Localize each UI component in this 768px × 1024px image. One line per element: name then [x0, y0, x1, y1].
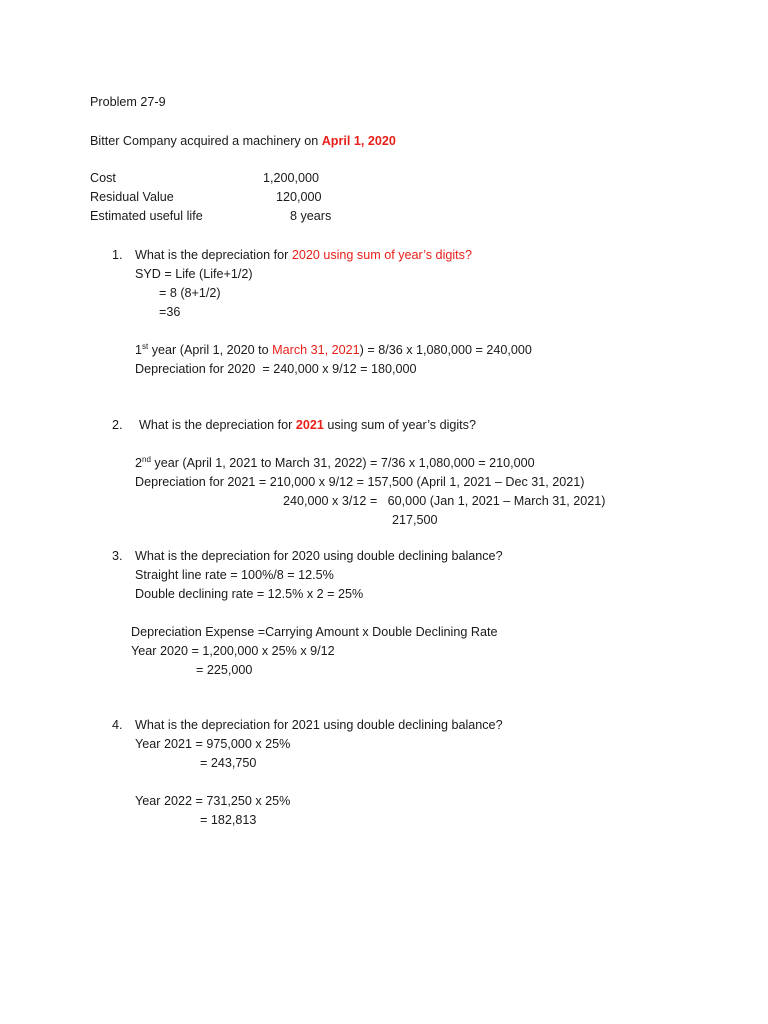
q4-number: 4.	[112, 718, 123, 732]
q2-question-highlight: 2021	[295, 418, 324, 432]
q2-prior-portion: 240,000 x 3/12 = 60,000 (Jan 1, 2021 – March 31, 2021)	[283, 494, 606, 508]
fact-residual-value: 120,000	[276, 190, 322, 204]
q3-year-2020-calc: Year 2020 = 1,200,000 x 25% x 9/12	[131, 644, 335, 658]
q1-year-sup: st	[142, 341, 149, 351]
q3-expense-formula: Depreciation Expense =Carrying Amount x Double Declining Rate	[131, 625, 498, 639]
q2-question-text: What is the depreciation for	[139, 418, 296, 432]
q1-year-highlight: March 31, 2021	[272, 343, 360, 357]
q3-number: 3.	[112, 549, 123, 563]
q2-question-tail: using sum of year’s digits?	[323, 418, 476, 432]
q2-second-year-line	[135, 455, 535, 471]
intro-date: April 1, 2020	[321, 134, 396, 148]
q1-depreciation: Depreciation for 2020 = 240,000 x 9/12 = 180,000	[135, 362, 417, 376]
q3-question: What is the depreciation for 2020 using double declining balance?	[135, 549, 503, 563]
q1-question-highlight: 2020 using sum of year’s digits?	[291, 248, 472, 262]
fact-life-value: 8 years	[290, 209, 332, 223]
q1-question	[135, 247, 472, 263]
q1-first-year-line	[135, 342, 532, 358]
q2-question	[139, 417, 476, 433]
q2-depreciation: Depreciation for 2021 = 210,000 x 9/12 = 157,500 (April 1, 2021 – Dec 31, 2021)	[135, 475, 585, 489]
page-title: Problem 27-9	[90, 95, 166, 109]
q2-year-sup: nd	[142, 454, 151, 464]
q1-year-text: year (April 1, 2020 to	[148, 343, 273, 357]
q2-year-text: year (April 1, 2021 to March 31, 2022) = 7/36 x 1,080,000 = 210,000	[150, 456, 535, 470]
q4-question: What is the depreciation for 2021 using double declining balance?	[135, 718, 503, 732]
q2-number: 2.	[112, 418, 123, 432]
q4-year-2021-result: = 243,750	[200, 756, 257, 770]
q2-year-num: 2	[135, 456, 143, 470]
q1-syd-substitution: = 8 (8+1/2)	[159, 286, 221, 300]
fact-residual-label: Residual Value	[90, 190, 174, 204]
fact-cost-label: Cost	[90, 171, 116, 185]
q3-year-2020-result: = 225,000	[196, 663, 253, 677]
q4-year-2022-result: = 182,813	[200, 813, 257, 827]
q1-number: 1.	[112, 248, 123, 262]
q1-syd-formula: SYD = Life (Life+1/2)	[135, 267, 253, 281]
fact-cost-value: 1,200,000	[263, 171, 320, 185]
q4-year-2021-calc: Year 2021 = 975,000 x 25%	[135, 737, 291, 751]
q3-double-declining-rate: Double declining rate = 12.5% x 2 = 25%	[135, 587, 364, 601]
intro-line	[90, 133, 396, 149]
q1-question-text: What is the depreciation for	[135, 248, 292, 262]
intro-text: Bitter Company acquired a machinery on	[90, 134, 322, 148]
q4-year-2022-calc: Year 2022 = 731,250 x 25%	[135, 794, 291, 808]
fact-life-label: Estimated useful life	[90, 209, 203, 223]
q1-year-calc: ) = 8/36 x 1,080,000 = 240,000	[359, 343, 532, 357]
q1-year-num: 1	[135, 343, 143, 357]
q3-straight-line-rate: Straight line rate = 100%/8 = 12.5%	[135, 568, 334, 582]
q1-syd-result: =36	[159, 305, 181, 319]
q2-total: 217,500	[392, 513, 438, 527]
